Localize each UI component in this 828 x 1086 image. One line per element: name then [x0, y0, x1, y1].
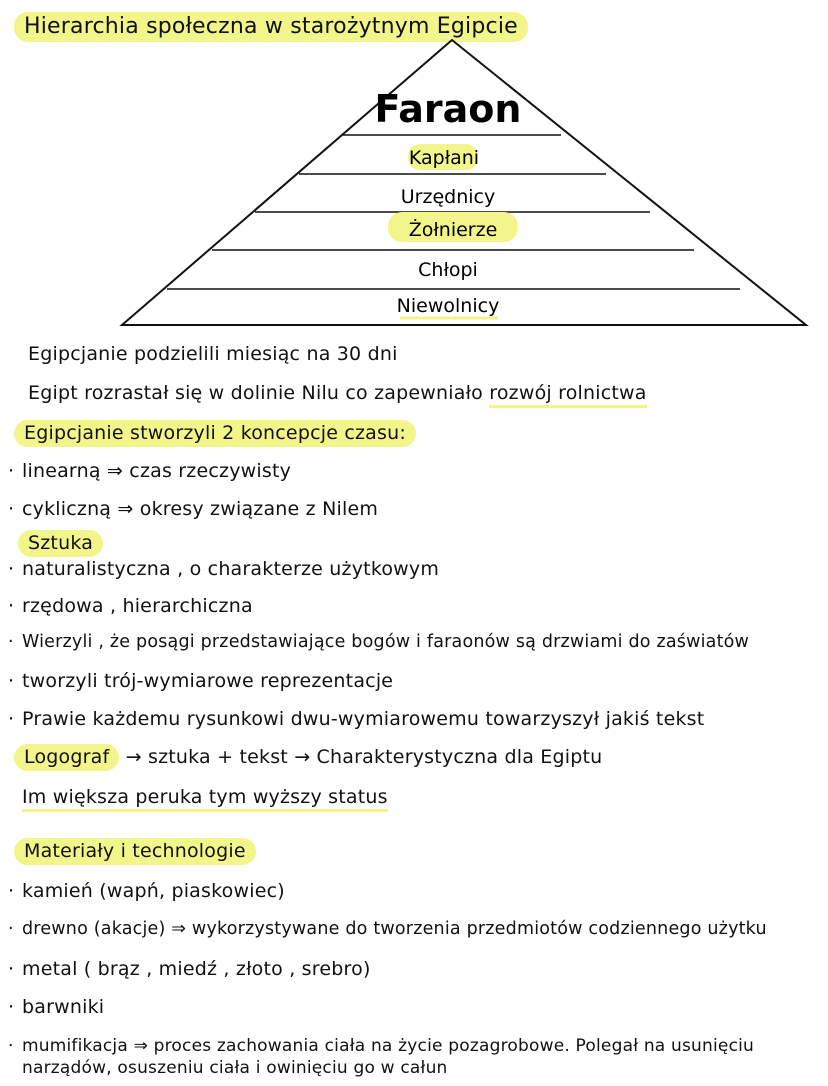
material-item: metal ( brąz , miedź , złoto , srebro): [22, 958, 371, 980]
level-niewolnicy: Niewolnicy: [396, 295, 500, 317]
pyramid-outline: [122, 40, 806, 325]
wig-text: Im większa peruka tym wyższy status: [22, 786, 388, 812]
time-heading-text: Egipcjanie stworzyli 2 koncepcje czasu:: [14, 420, 416, 447]
material-item: mumifikacja ⇒ proces zachowania ciała na życie pozagrobowe. Polegał na usunięciu: [22, 1036, 755, 1056]
list-item: · naturalistyczna , o charakterze użytkowym: [8, 558, 440, 580]
materials-heading-text: Materiały i technologie: [14, 838, 256, 865]
list-item: · barwniki: [8, 996, 105, 1018]
level-kaplani: Kapłani: [408, 147, 480, 169]
list-item: · cykliczną ⇒ okresy związane z Nilem: [8, 498, 379, 520]
art-item: rzędowa , hierarchiczna: [22, 595, 253, 617]
list-item: · rzędowa , hierarchiczna: [8, 595, 253, 617]
level-chlopi: Chłopi: [418, 259, 478, 281]
list-item: · kamień (wapń, piaskowiec): [8, 880, 285, 902]
logograf-description: → sztuka + tekst → Charakterystyczna dla Egiptu: [125, 746, 603, 768]
time-heading: [14, 422, 416, 444]
art-heading-text: Sztuka: [18, 530, 103, 557]
art-item: tworzyli trój-wymiarowe reprezentacje: [22, 670, 394, 692]
level-urzednicy: Urzędnicy: [400, 186, 496, 208]
note-month-text: Egipcjanie podzielili miesiąc na 30 dni: [28, 343, 398, 365]
list-item: · tworzyli trój-wymiarowe reprezentacje: [8, 670, 394, 692]
materials-heading: [14, 840, 256, 862]
note-month: [28, 343, 398, 365]
material-item-continuation: narządów, osuszeniu ciała i owinięciu go w całun: [22, 1058, 448, 1078]
time-item-cyclic: cykliczną ⇒ okresy związane z Nilem: [22, 498, 379, 520]
logograf-line: [14, 746, 602, 768]
list-item: · linearną ⇒ czas rzeczywisty: [8, 460, 292, 482]
material-item: barwniki: [22, 996, 105, 1018]
logograf-label: Logograf: [14, 744, 119, 771]
title-text: Hierarchia społeczna w starożytnym Egipcie: [14, 12, 528, 42]
list-item-continuation: [22, 1058, 448, 1078]
social-pyramid: [0, 0, 828, 340]
list-item: · drewno (akacje) ⇒ wykorzystywane do tworzenia przedmiotów codziennego użytku: [8, 919, 767, 939]
level-zolnierze: Żołnierze: [408, 219, 498, 241]
wig-line: [22, 786, 388, 808]
art-item: Wierzyli , że posągi przedstawiające bogów i faraonów są drzwiami do zaświatów: [22, 632, 750, 652]
list-item: · mumifikacja ⇒ proces zachowania ciała na życie pozagrobowe. Polegał na usunięciu: [8, 1036, 755, 1056]
level-faraon: Faraon: [374, 87, 522, 131]
art-item: Prawie każdemu rysunkowi dwu-wymiarowemu towarzyszył jakiś tekst: [22, 708, 705, 730]
art-heading: [18, 532, 103, 554]
note-nile-text: Egipt rozrastał się w dolinie Nilu co zapewniało: [28, 382, 490, 404]
material-item: drewno (akacje) ⇒ wykorzystywane do tworzenia przedmiotów codziennego użytku: [22, 919, 767, 939]
art-item: naturalistyczna , o charakterze użytkowym: [22, 558, 440, 580]
note-nile-highlight: rozwój rolnictwa: [489, 382, 646, 408]
time-item-linear: linearną ⇒ czas rzeczywisty: [22, 460, 292, 482]
list-item: · Wierzyli , że posągi przedstawiające bogów i faraonów są drzwiami do zaświatów: [8, 632, 750, 652]
note-nile: [28, 382, 647, 404]
list-item: · Prawie każdemu rysunkowi dwu-wymiarowemu towarzyszył jakiś tekst: [8, 708, 705, 730]
material-item: kamień (wapń, piaskowiec): [22, 880, 285, 902]
list-item: · metal ( brąz , miedź , złoto , srebro): [8, 958, 371, 980]
